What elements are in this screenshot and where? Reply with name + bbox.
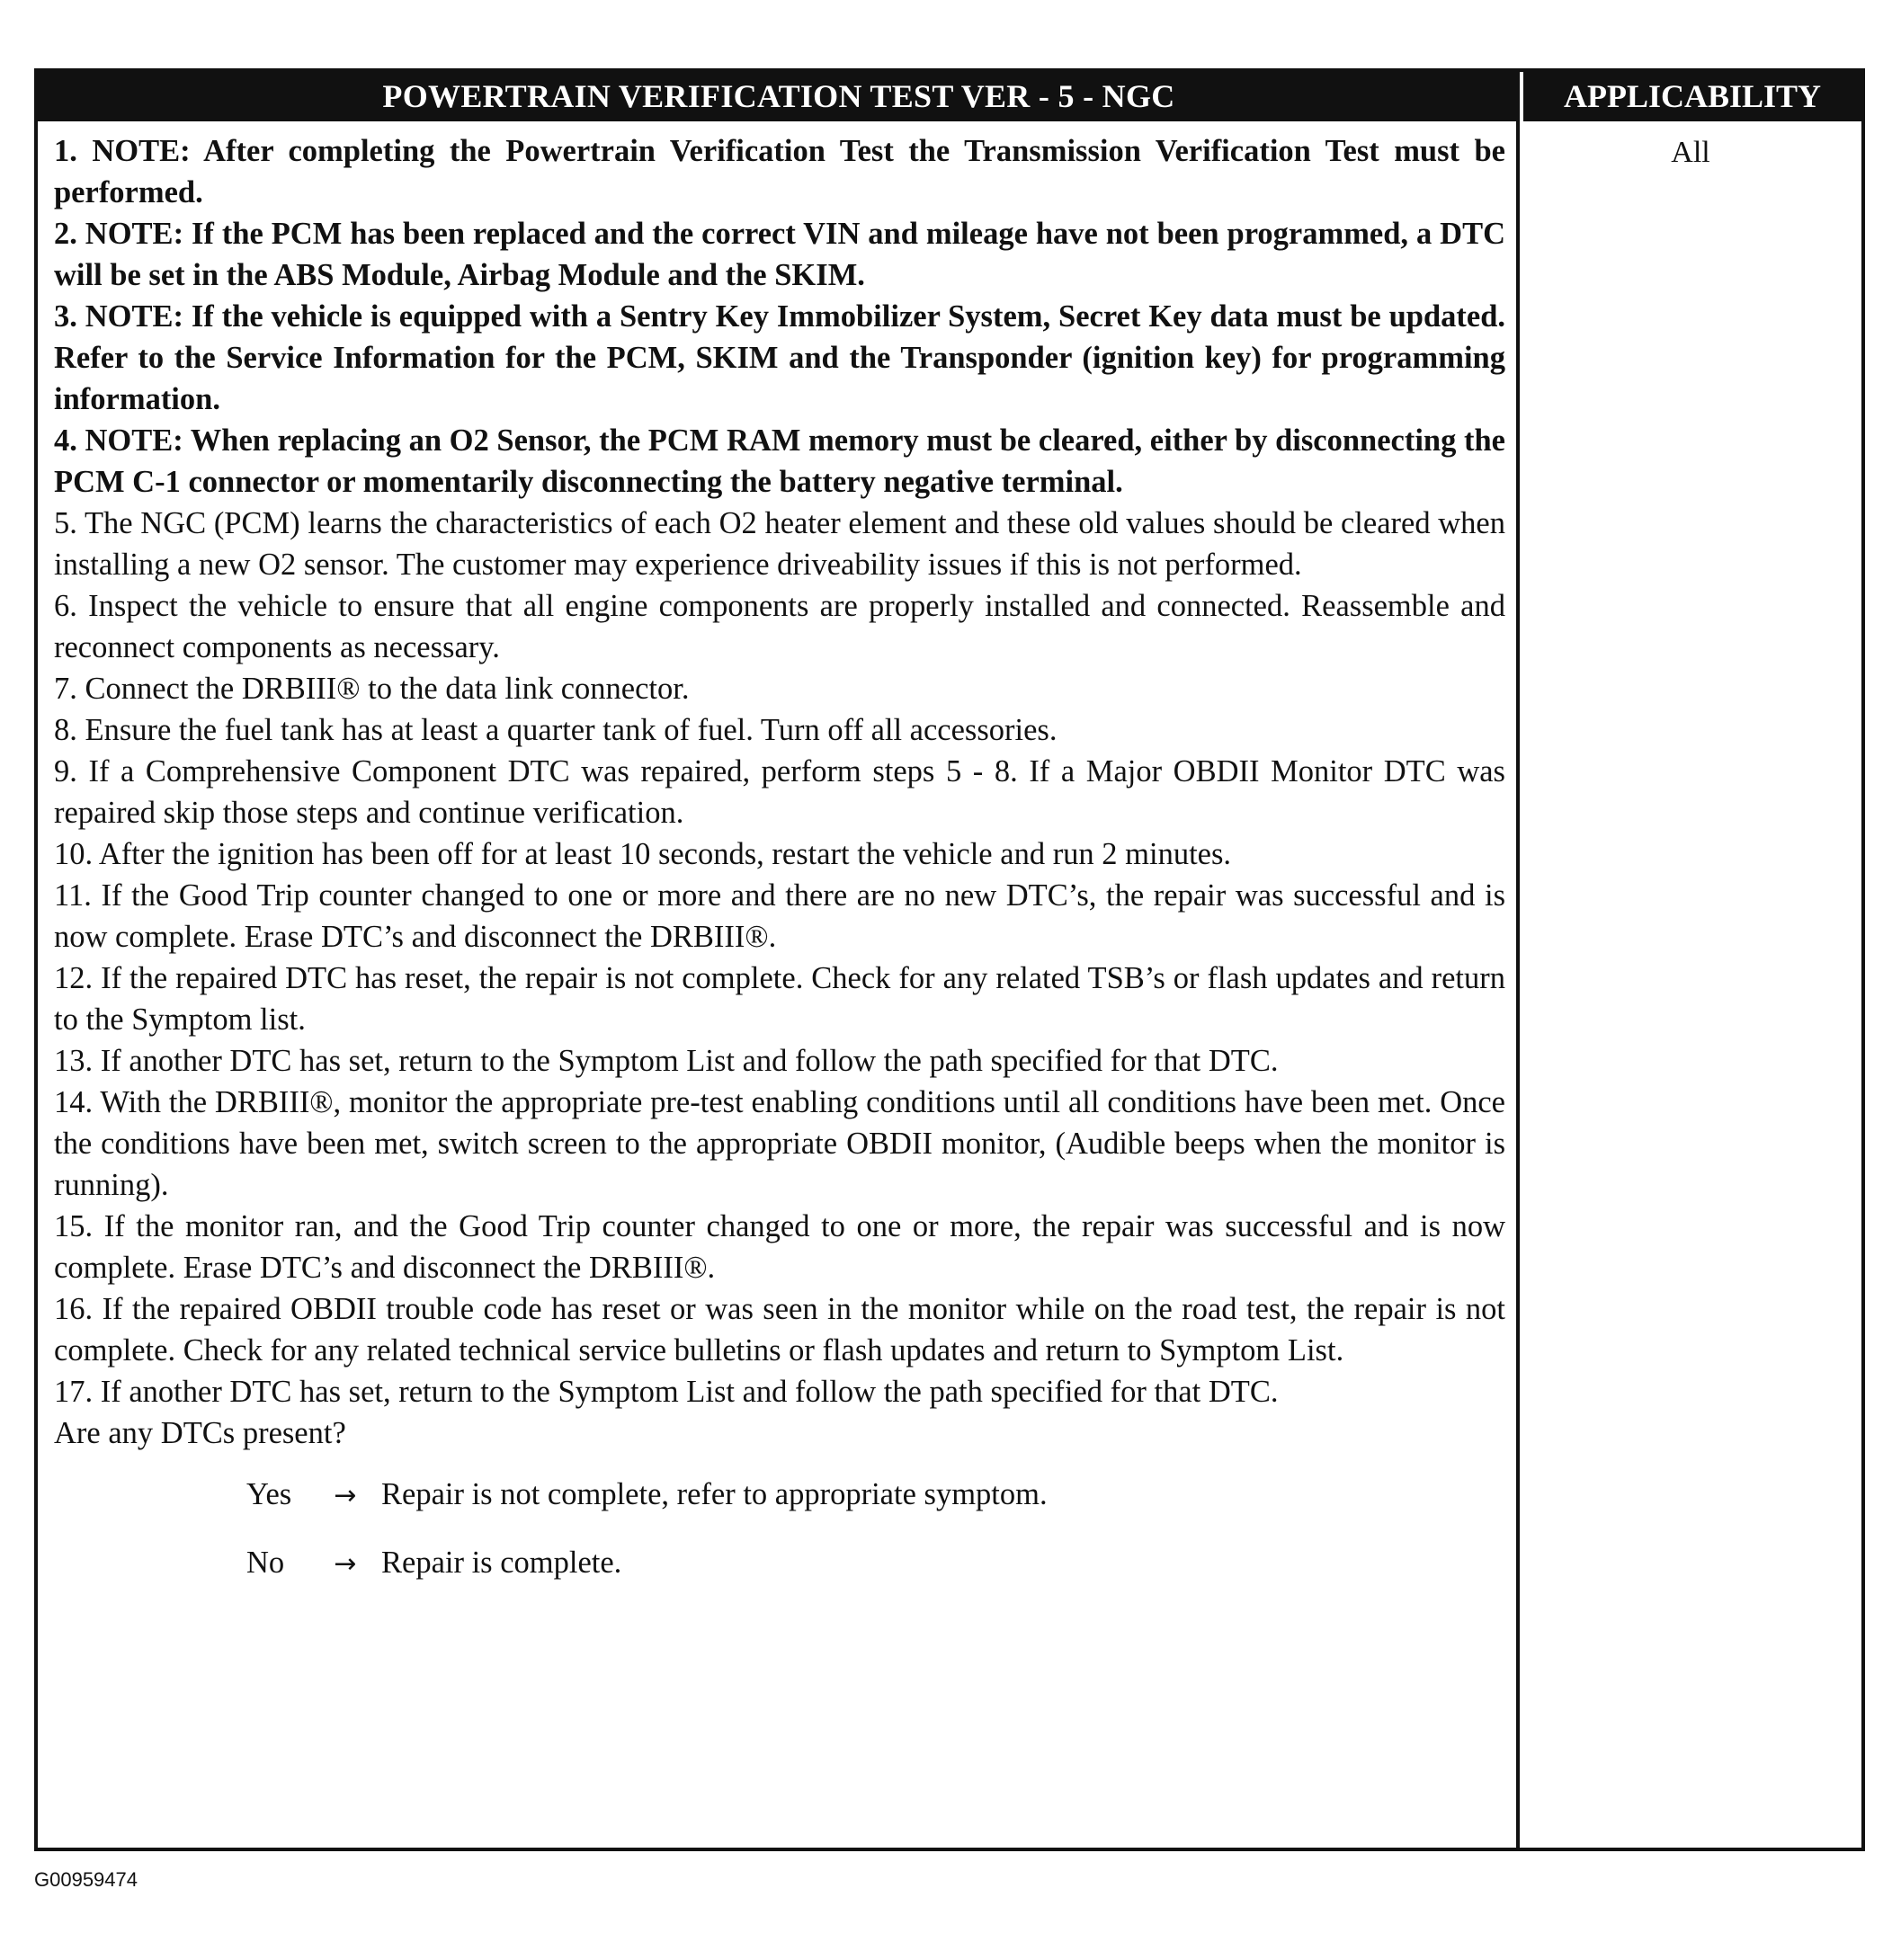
step-11: 11. If the Good Trip counter changed to one or more and there are no new DTC’s, the repair was successful and is now complete. Erase DTC’s and disconnect the DRBIII®.	[54, 878, 1505, 954]
step-17: 17. If another DTC has set, return to the Symptom List and follow the path specified for that DTC.	[54, 1375, 1279, 1409]
table-title: POWERTRAIN VERIFICATION TEST VER - 5 - NGC	[382, 78, 1175, 114]
answer-yes-text: Repair is not complete, refer to appropriate symptom.	[381, 1477, 1048, 1511]
step-13: 13. If another DTC has set, return to the Symptom List and follow the path specified for that DTC.	[54, 1044, 1279, 1078]
step-15: 15. If the monitor ran, and the Good Trip counter changed to one or more, the repair was successful and is now complete. Erase DTC’s and disconnect the DRBIII®.	[54, 1209, 1505, 1285]
step-4-note: 4. NOTE: When replacing an O2 Sensor, the PCM RAM memory must be cleared, either by disconnecting the PCM C-1 connector or momentarily disconnecting the battery negative terminal.	[54, 423, 1505, 499]
arrow-right-icon: →	[334, 1480, 357, 1511]
step-5: 5. The NGC (PCM) learns the characteristics of each O2 heater element and these old values should be cleared when installing a new O2 sensor. The customer may experience driveability issues if this is not performed.	[54, 506, 1505, 582]
answer-no	[246, 1542, 1505, 1585]
step-2-note: 2. NOTE: If the PCM has been replaced and the correct VIN and mileage have not been programmed, a DTC will be set in the ABS Module, Airbag Module and the SKIM.	[54, 217, 1505, 292]
table-body	[38, 121, 1861, 1848]
applicability-cell: All	[1671, 136, 1710, 169]
step-16: 16. If the repaired OBDII trouble code has reset or was seen in the monitor while on the road test, the repair is not complete. Check for any related technical service bulletins or flash updates and return to Symptom List.	[54, 1292, 1505, 1368]
answer-list	[246, 1474, 1505, 1585]
figure-id: G00959474	[34, 1868, 138, 1891]
step-8: 8. Ensure the fuel tank has at least a quarter tank of fuel. Turn off all accessories.	[54, 713, 1058, 747]
step-14: 14. With the DRBIII®, monitor the appropriate pre-test enabling conditions until all conditions have been met. Once the conditions have been met, switch screen to the appropriate OBDII monitor, (Audible beeps when the monitor is running).	[54, 1085, 1505, 1202]
answer-yes	[246, 1474, 1505, 1517]
table-header	[38, 72, 1861, 121]
dtc-question: Are any DTCs present?	[54, 1416, 346, 1450]
steps-cell	[38, 121, 1520, 1848]
step-9: 9. If a Comprehensive Component DTC was repaired, perform steps 5 - 8. If a Major OBDII Monitor DTC was repaired skip those steps and continue verification.	[54, 754, 1505, 830]
step-7: 7. Connect the DRBIII® to the data link connector.	[54, 672, 690, 706]
step-12: 12. If the repaired DTC has reset, the repair is not complete. Check for any related TSB’s or flash updates and return to the Symptom list.	[54, 961, 1505, 1037]
step-10: 10. After the ignition has been off for at least 10 seconds, restart the vehicle and run 2 minutes.	[54, 837, 1232, 871]
applicability-header: APPLICABILITY	[1520, 72, 1861, 121]
answer-no-text: Repair is complete.	[381, 1546, 622, 1580]
answer-yes-label: Yes	[246, 1477, 292, 1511]
step-3-note: 3. NOTE: If the vehicle is equipped with a Sentry Key Immobilizer System, Secret Key data must be updated. Refer to the Service Information for the PCM, SKIM and the Transponder (ignition key) for programming information.	[54, 299, 1505, 416]
verification-test-table	[34, 68, 1865, 1851]
arrow-right-icon: →	[334, 1548, 357, 1580]
answer-no-label: No	[246, 1546, 285, 1580]
step-1-note: 1. NOTE: After completing the Powertrain Verification Test the Transmission Verification Test must be performed.	[54, 134, 1505, 209]
step-6: 6. Inspect the vehicle to ensure that all engine components are properly installed and connected. Reassemble and reconnect components as necessary.	[54, 589, 1505, 664]
